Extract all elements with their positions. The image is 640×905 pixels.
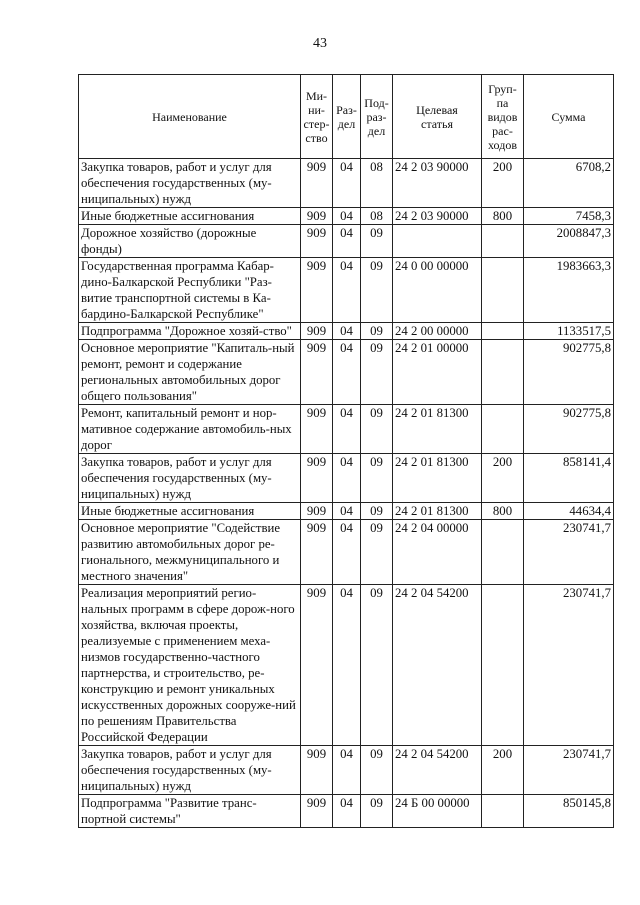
- row-name: Дорожное хозяйство (дорожные фонды): [79, 225, 301, 258]
- row-ministry: 909: [301, 585, 333, 746]
- row-ministry: 909: [301, 503, 333, 520]
- row-section: 04: [333, 795, 361, 828]
- row-expense-group: [482, 405, 524, 454]
- row-expense-group: [482, 340, 524, 405]
- table-row: [79, 585, 614, 746]
- row-name: Реализация мероприятий регио-нальных программ в сфере дорож-ного хозяйства, включая проекты, реализуемые с применением меха-низмов государственно-частного партнерства, и строительство, ре-конструкцию и ремонт уникальных искусственных дорожных сооруже-ний по решениям Правительства Российской Федерации: [79, 585, 301, 746]
- row-expense-group: [482, 258, 524, 323]
- row-section: 04: [333, 454, 361, 503]
- table-row: [79, 208, 614, 225]
- row-target-article: 24 2 01 81300: [393, 405, 482, 454]
- row-subsection: 09: [361, 225, 393, 258]
- row-target-article: 24 2 04 54200: [393, 746, 482, 795]
- row-expense-group: 800: [482, 503, 524, 520]
- page-number: 43: [313, 36, 327, 51]
- row-target-article: 24 2 01 81300: [393, 454, 482, 503]
- row-amount: 1983663,3: [524, 258, 614, 323]
- header-name: Наименование: [79, 75, 301, 159]
- row-subsection: 08: [361, 159, 393, 208]
- row-amount: 902775,8: [524, 405, 614, 454]
- row-target-article: [393, 225, 482, 258]
- header-section: Раз- дел: [333, 75, 361, 159]
- row-name: Основное мероприятие "Содействие развитию автомобильных дорог ре-гионального, межмуниципального и местного значения": [79, 520, 301, 585]
- header-amount: Сумма: [524, 75, 614, 159]
- row-section: 04: [333, 585, 361, 746]
- row-section: 04: [333, 503, 361, 520]
- header-target-article: Целевая статья: [393, 75, 482, 159]
- row-subsection: 08: [361, 208, 393, 225]
- budget-table: [78, 74, 614, 828]
- table-row: [79, 795, 614, 828]
- row-section: 04: [333, 323, 361, 340]
- row-name: Подпрограмма "Развитие транс-портной системы": [79, 795, 301, 828]
- row-name: Иные бюджетные ассигнования: [79, 503, 301, 520]
- row-expense-group: [482, 520, 524, 585]
- row-subsection: 09: [361, 795, 393, 828]
- table-row: [79, 520, 614, 585]
- table-row: [79, 159, 614, 208]
- row-subsection: 09: [361, 454, 393, 503]
- row-expense-group: [482, 585, 524, 746]
- header-ministry: Ми- ни- стер- ство: [301, 75, 333, 159]
- row-name: Закупка товаров, работ и услуг для обеспечения государственных (му-ниципальных) нужд: [79, 159, 301, 208]
- row-name: Ремонт, капитальный ремонт и нор-мативное содержание автомобиль-ных дорог: [79, 405, 301, 454]
- row-ministry: 909: [301, 405, 333, 454]
- row-expense-group: [482, 323, 524, 340]
- header-expense-group: Груп- па видов рас- ходов: [482, 75, 524, 159]
- row-target-article: 24 2 03 90000: [393, 159, 482, 208]
- row-amount: 902775,8: [524, 340, 614, 405]
- row-name: Закупка товаров, работ и услуг для обеспечения государственных (му-ниципальных) нужд: [79, 746, 301, 795]
- row-ministry: 909: [301, 454, 333, 503]
- row-expense-group: 200: [482, 746, 524, 795]
- row-target-article: 24 2 00 00000: [393, 323, 482, 340]
- row-ministry: 909: [301, 159, 333, 208]
- row-expense-group: 200: [482, 159, 524, 208]
- row-name: Подпрограмма "Дорожное хозяй-ство": [79, 323, 301, 340]
- row-section: 04: [333, 258, 361, 323]
- row-section: 04: [333, 340, 361, 405]
- row-amount: 1133517,5: [524, 323, 614, 340]
- row-ministry: 909: [301, 225, 333, 258]
- row-amount: 230741,7: [524, 520, 614, 585]
- row-ministry: 909: [301, 746, 333, 795]
- table-row: [79, 405, 614, 454]
- row-amount: 230741,7: [524, 746, 614, 795]
- row-ministry: 909: [301, 258, 333, 323]
- row-expense-group: 200: [482, 454, 524, 503]
- row-amount: 2008847,3: [524, 225, 614, 258]
- row-ministry: 909: [301, 340, 333, 405]
- table-row: [79, 258, 614, 323]
- row-subsection: 09: [361, 503, 393, 520]
- row-subsection: 09: [361, 258, 393, 323]
- row-ministry: 909: [301, 323, 333, 340]
- table-row: [79, 503, 614, 520]
- row-target-article: 24 2 01 81300: [393, 503, 482, 520]
- table-row: [79, 340, 614, 405]
- row-target-article: 24 2 01 00000: [393, 340, 482, 405]
- row-name: Иные бюджетные ассигнования: [79, 208, 301, 225]
- table-header-row: [79, 75, 614, 159]
- row-amount: 6708,2: [524, 159, 614, 208]
- row-ministry: 909: [301, 208, 333, 225]
- row-section: 04: [333, 208, 361, 225]
- row-subsection: 09: [361, 323, 393, 340]
- row-subsection: 09: [361, 520, 393, 585]
- row-ministry: 909: [301, 795, 333, 828]
- header-subsection: Под- раз- дел: [361, 75, 393, 159]
- row-section: 04: [333, 405, 361, 454]
- row-target-article: 24 Б 00 00000: [393, 795, 482, 828]
- row-amount: 7458,3: [524, 208, 614, 225]
- row-expense-group: [482, 225, 524, 258]
- table-row: [79, 746, 614, 795]
- row-subsection: 09: [361, 585, 393, 746]
- row-section: 04: [333, 746, 361, 795]
- row-section: 04: [333, 159, 361, 208]
- row-amount: 230741,7: [524, 585, 614, 746]
- row-target-article: 24 2 04 00000: [393, 520, 482, 585]
- table-row: [79, 225, 614, 258]
- row-amount: 858141,4: [524, 454, 614, 503]
- row-expense-group: [482, 795, 524, 828]
- row-amount: 850145,8: [524, 795, 614, 828]
- table-row: [79, 454, 614, 503]
- row-section: 04: [333, 520, 361, 585]
- row-ministry: 909: [301, 520, 333, 585]
- row-name: Государственная программа Кабар-дино-Балкарской Республики "Раз-витие транспортной системы в Ка-бардино-Балкарской Республике": [79, 258, 301, 323]
- row-amount: 44634,4: [524, 503, 614, 520]
- row-name: Основное мероприятие "Капиталь-ный ремонт, ремонт и содержание региональных автомобильных дорог общего пользования": [79, 340, 301, 405]
- row-subsection: 09: [361, 746, 393, 795]
- row-target-article: 24 0 00 00000: [393, 258, 482, 323]
- row-subsection: 09: [361, 405, 393, 454]
- row-subsection: 09: [361, 340, 393, 405]
- table-row: [79, 323, 614, 340]
- row-target-article: 24 2 03 90000: [393, 208, 482, 225]
- row-name: Закупка товаров, работ и услуг для обеспечения государственных (му-ниципальных) нужд: [79, 454, 301, 503]
- row-target-article: 24 2 04 54200: [393, 585, 482, 746]
- row-section: 04: [333, 225, 361, 258]
- row-expense-group: 800: [482, 208, 524, 225]
